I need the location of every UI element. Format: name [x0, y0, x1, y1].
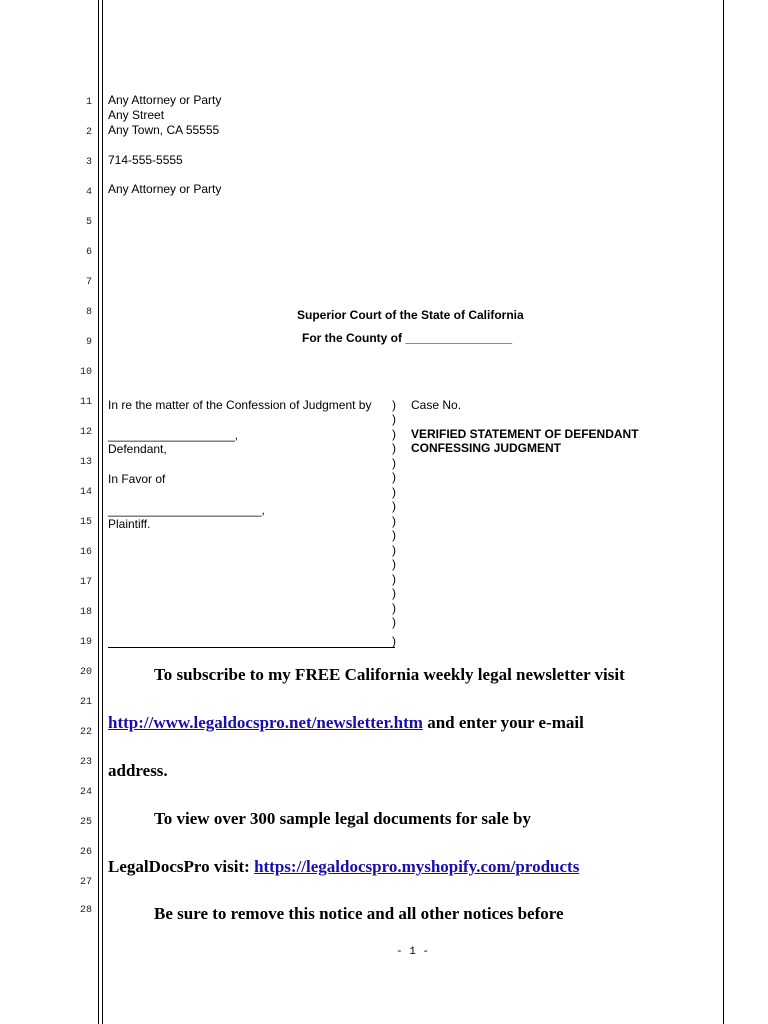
line-number: 28 [79, 905, 92, 916]
caption-paren: ) [392, 427, 396, 441]
caption-paren: ) [392, 634, 396, 648]
caption-paren: ) [392, 557, 396, 571]
line-number: 21 [79, 697, 92, 708]
line-number: 16 [79, 547, 92, 558]
notice-line-6: Be sure to remove this notice and all other notices before [154, 904, 564, 923]
line-number: 3 [85, 157, 92, 168]
line-number: 18 [79, 607, 92, 618]
court-name: Superior Court of the State of California [297, 308, 524, 322]
caption-paren: ) [392, 441, 396, 455]
case-no-label: Case No. [411, 398, 462, 412]
line-number: 15 [79, 517, 92, 528]
caption-paren: ) [392, 499, 396, 513]
line-number: 12 [79, 427, 92, 438]
defendant-label: Defendant, [108, 442, 167, 456]
line-number: 22 [79, 727, 92, 738]
defendant-blank: ___________________, [108, 428, 239, 442]
in-favor-label: In Favor of [108, 472, 166, 486]
notice-line-2-suffix: and enter your e-mail [422, 713, 584, 732]
caption-paren: ) [392, 543, 396, 557]
line-number: 7 [85, 277, 92, 288]
plaintiff-label: Plaintiff. [108, 517, 151, 531]
plaintiff-blank: _______________________, [108, 503, 265, 517]
line-number: 8 [85, 307, 92, 318]
line-number: 5 [85, 217, 92, 228]
caption-paren: ) [392, 586, 396, 600]
line-number: 17 [79, 577, 92, 588]
caption-paren: ) [392, 615, 396, 629]
notice-line-4: To view over 300 sample legal documents for sale by [154, 809, 531, 828]
caption-paren: ) [392, 572, 396, 586]
line-number: 1 [85, 97, 92, 108]
notice-line-1: To subscribe to my FREE California weekly legal newsletter visit [154, 665, 625, 684]
line-number: 25 [79, 817, 92, 828]
line-number: 27 [79, 877, 92, 888]
document-title-line-1: VERIFIED STATEMENT OF DEFENDANT [411, 427, 639, 441]
line-number: 14 [79, 487, 92, 498]
attorney-name: Any Attorney or Party [108, 93, 222, 107]
newsletter-link[interactable]: http://www.legaldocspro.net/newsletter.htm [108, 713, 423, 732]
caption-bottom-rule [108, 647, 395, 648]
caption-paren: ) [392, 601, 396, 615]
court-county: For the County of ________________ [302, 331, 513, 345]
line-number: 4 [85, 187, 92, 198]
attorney-for: Any Attorney or Party [108, 182, 222, 196]
notice-line-5-prefix: LegalDocsPro visit: [108, 857, 255, 876]
line-number: 19 [79, 637, 92, 648]
caption-paren: ) [392, 398, 396, 412]
attorney-phone: 714-555-5555 [108, 153, 183, 167]
caption-paren: ) [392, 470, 396, 484]
caption-paren: ) [392, 528, 396, 542]
caption-paren: ) [392, 456, 396, 470]
line-number: 9 [85, 337, 92, 348]
line-number: 2 [85, 127, 92, 138]
line-number: 6 [85, 247, 92, 258]
caption-paren: ) [392, 485, 396, 499]
line-number: 10 [79, 367, 92, 378]
attorney-street: Any Street [108, 108, 165, 122]
caption-matter: In re the matter of the Confession of Judgment by [108, 398, 372, 412]
notice-line-5 [108, 857, 579, 877]
caption-paren: ) [392, 514, 396, 528]
products-link[interactable]: https://legaldocspro.myshopify.com/products [254, 857, 580, 876]
attorney-city: Any Town, CA 55555 [108, 123, 220, 137]
line-number: 23 [79, 757, 92, 768]
notice-line-2 [108, 713, 584, 733]
line-number: 20 [79, 667, 92, 678]
line-number: 24 [79, 787, 92, 798]
line-number: 11 [79, 397, 92, 408]
notice-line-3: address. [108, 761, 168, 780]
left-margin-rule-inner [102, 0, 103, 1024]
line-number: 26 [79, 847, 92, 858]
page-number: - 1 - [396, 946, 430, 958]
document-title-line-2: CONFESSING JUDGMENT [411, 441, 562, 455]
caption-paren: ) [392, 412, 396, 426]
right-margin-rule [723, 0, 724, 1024]
left-margin-rule-outer [98, 0, 99, 1024]
line-number: 13 [79, 457, 92, 468]
